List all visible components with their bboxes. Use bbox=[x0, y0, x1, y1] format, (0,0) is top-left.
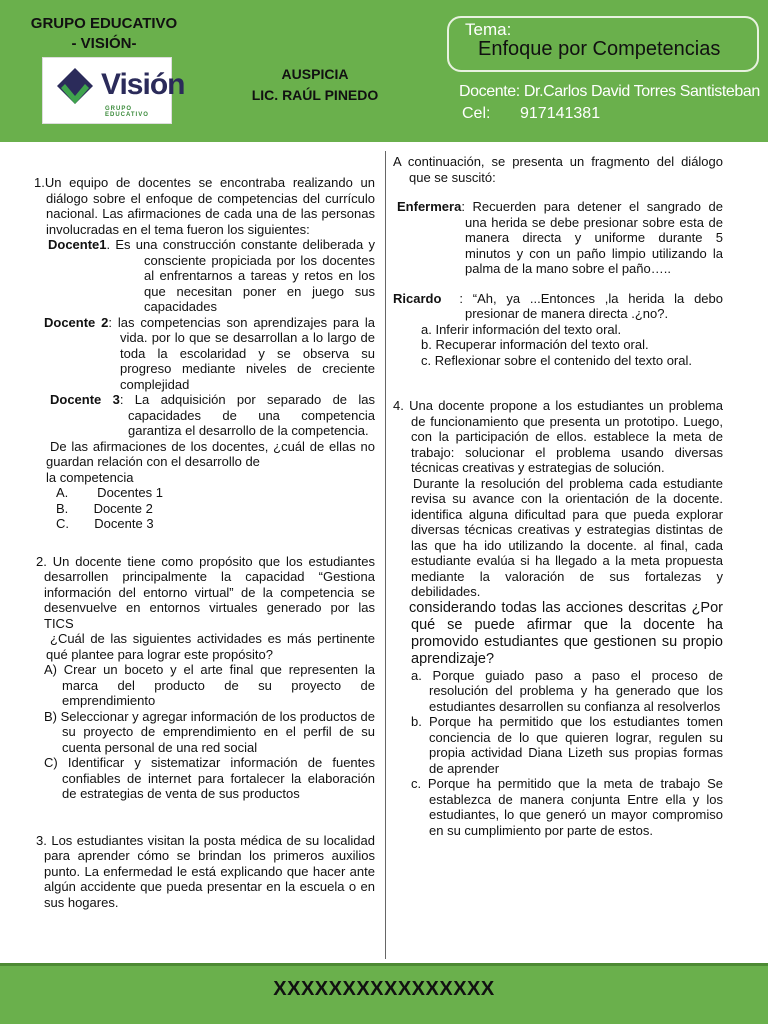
ricardo-name: Ricardo bbox=[393, 290, 442, 306]
q2-question: ¿Cuál de las siguientes actividades es más pertinente qué plantee para lograr este propósito? bbox=[46, 631, 375, 662]
q1-question: De las afirmaciones de los docentes, ¿cuál de ellas no guardan relación con el desarrollo de bbox=[46, 438, 375, 469]
q2-option-a: A) Crear un boceto y el arte final que representen la marca del producto de su proyecto de emprendimiento bbox=[44, 662, 375, 708]
q4-question: considerando todas las acciones descritas ¿Por qué se puede afirmar que la docente ha promovido estudiantes que gestionen su propio aprendizaje? bbox=[409, 599, 723, 667]
docente1-name: Docente1 bbox=[48, 237, 107, 252]
teacher-name: Docente: Dr.Carlos David Torres Santisteban bbox=[459, 83, 760, 100]
logo-word: Visión bbox=[101, 68, 185, 101]
docente3-name: Docente 3 bbox=[50, 392, 120, 407]
diamond-check-icon bbox=[55, 66, 95, 106]
phone-label: Cel: bbox=[462, 105, 491, 122]
right-column bbox=[393, 154, 723, 838]
q3-ricardo-line bbox=[393, 291, 723, 322]
left-column bbox=[34, 175, 375, 910]
q1-docente3 bbox=[34, 392, 375, 439]
q1-docente2 bbox=[34, 315, 375, 393]
q2-option-c: C) Identificar y sistematizar información de fuentes confiables de internet para fortalecer la elaboración de estrategias de venta de sus productos bbox=[44, 755, 375, 801]
school-name-line1: GRUPO EDUCATIVO bbox=[30, 15, 178, 32]
q2-stem: 2. Un docente tiene como propósito que los estudiantes desarrollen principalmente la capacidad “Gestiona información del entorno virtual” de la competencia se desenvuelve en entornos virtuales generado por las TICS bbox=[36, 553, 375, 631]
footer-text: XXXXXXXXXXXXXXXX bbox=[273, 978, 495, 1000]
ricardo-text: : “Ah, ya ...Entonces ,la herida la debo presionar de manera directa .¿no?. bbox=[459, 290, 723, 321]
tema-label: Tema: bbox=[465, 20, 512, 39]
sponsor-block bbox=[220, 64, 410, 106]
q4-option-b: b. Porque ha permitido que los estudiantes tomen conciencia de lo que quieren lograr, regulen su propia actividad Diana Lizeth sus propias formas de aprender bbox=[411, 714, 723, 776]
vision-logo bbox=[42, 57, 185, 124]
q1-option-b: B. Docente 2 bbox=[56, 500, 153, 516]
q3-intro: A continuación, se presenta un fragmento del diálogo que se suscitó: bbox=[393, 154, 723, 185]
q4-option-c: c. Porque ha permitido que la meta de trabajo Se establezca de manera conjunta Entre ella y los estudiantes, lo que generó un mayor compromiso en su cumplimiento por parte de estos. bbox=[411, 776, 723, 838]
column-divider bbox=[385, 151, 386, 959]
q1-docente1 bbox=[48, 237, 375, 315]
docente3-text: : La adquisición por separado de las capacidades de una competencia garantiza el desarrollo de la competencia. bbox=[119, 392, 375, 438]
q2-option-b: B) Seleccionar y agregar información de los productos de su proyecto de emprendimiento en el perfil de su cuenta personal de una red social bbox=[44, 708, 375, 755]
docente2-text: : las competencias son aprendizajes para la vida. por lo que se desarrollan a lo largo de toda la escolaridad y se observa su progreso mediante niveles de creciente complejidad bbox=[108, 314, 375, 392]
q3-nurse-line bbox=[393, 199, 723, 277]
q1-option-c: C. Docente 3 bbox=[56, 516, 154, 531]
q3-stem: 3. Los estudiantes visitan la posta médica de su localidad para aprender cómo se brindan los primeros auxilios punto. La enfermedad le está explicando que hacer ante algún accidente que pueda presentar en la escuela o en sus hogares. bbox=[36, 832, 375, 910]
phone-number: 917141381 bbox=[520, 105, 601, 122]
school-name-line2: - VISIÓN- bbox=[71, 35, 137, 52]
q3-option-a: a. Inferir información del texto oral. bbox=[421, 321, 622, 337]
tema-title: Enfoque por Competencias bbox=[478, 38, 721, 60]
footer-rule bbox=[0, 963, 768, 966]
nurse-text: : Recuerden para detener el sangrado de una herida se debe presionar sobre esta de manera directa y uniforme durante 5 minutos y con un paño limpio utilizando la palma de la mano sobre el paño….. bbox=[461, 199, 723, 276]
q3-option-b: b. Recuperar información del texto oral. bbox=[421, 337, 649, 352]
docente2-name: Docente 2 bbox=[44, 314, 109, 330]
school-name bbox=[14, 14, 194, 54]
q3-option-c: c. Reflexionar sobre el contenido del texto oral. bbox=[421, 352, 692, 368]
q4-stem: 4. Una docente propone a los estudiantes un problema de funcionamiento que presenta un prototipo. Luego, con la participación de ellos. establece la meta de trabajo: solucionar el problema usando diversas técnicas creativas y estrategias de solución. bbox=[393, 398, 723, 475]
q1-question-end: la competencia bbox=[46, 469, 134, 485]
logo-subtitle: GRUPO EDUCATIVO bbox=[105, 106, 149, 118]
sponsor-label: AUSPICIA bbox=[281, 66, 349, 82]
q4-paragraph: Durante la resolución del problema cada estudiante revisa su avance con la orientación de la docente. identifica alguna dificultad para que pueda explorar diversas técnicas creativas y estrategias distintas de las que ha ido utilizando la docente. al final, cada estudiante evalúa si ha llegado a la meta propuesta mediante la valoración de sus fortalezas y debilidades. bbox=[411, 475, 723, 599]
q4-option-a: a. Porque guiado paso a paso el proceso de resolución del problema y ha generado que los estudiantes desarrollen su confianza al resolverlos bbox=[411, 667, 723, 714]
q1-stem: 1.Un equipo de docentes se encontraba realizando un diálogo sobre el enfoque de competencias del currículo nacional. Las afirmaciones de cada una de las personas involucradas en el tema fueron los siguientes: bbox=[34, 175, 375, 237]
q1-option-a: A. Docentes 1 bbox=[56, 485, 163, 500]
nurse-name: Enfermera bbox=[397, 199, 462, 214]
sponsor-name: LIC. RAÚL PINEDO bbox=[251, 87, 379, 103]
docente1-text: . Es una construcción constante deliberada y consciente propiciada por los docentes al enfrentarnos a tareas y retos en los que necesitan poner en juego sus capacidades bbox=[106, 237, 375, 314]
